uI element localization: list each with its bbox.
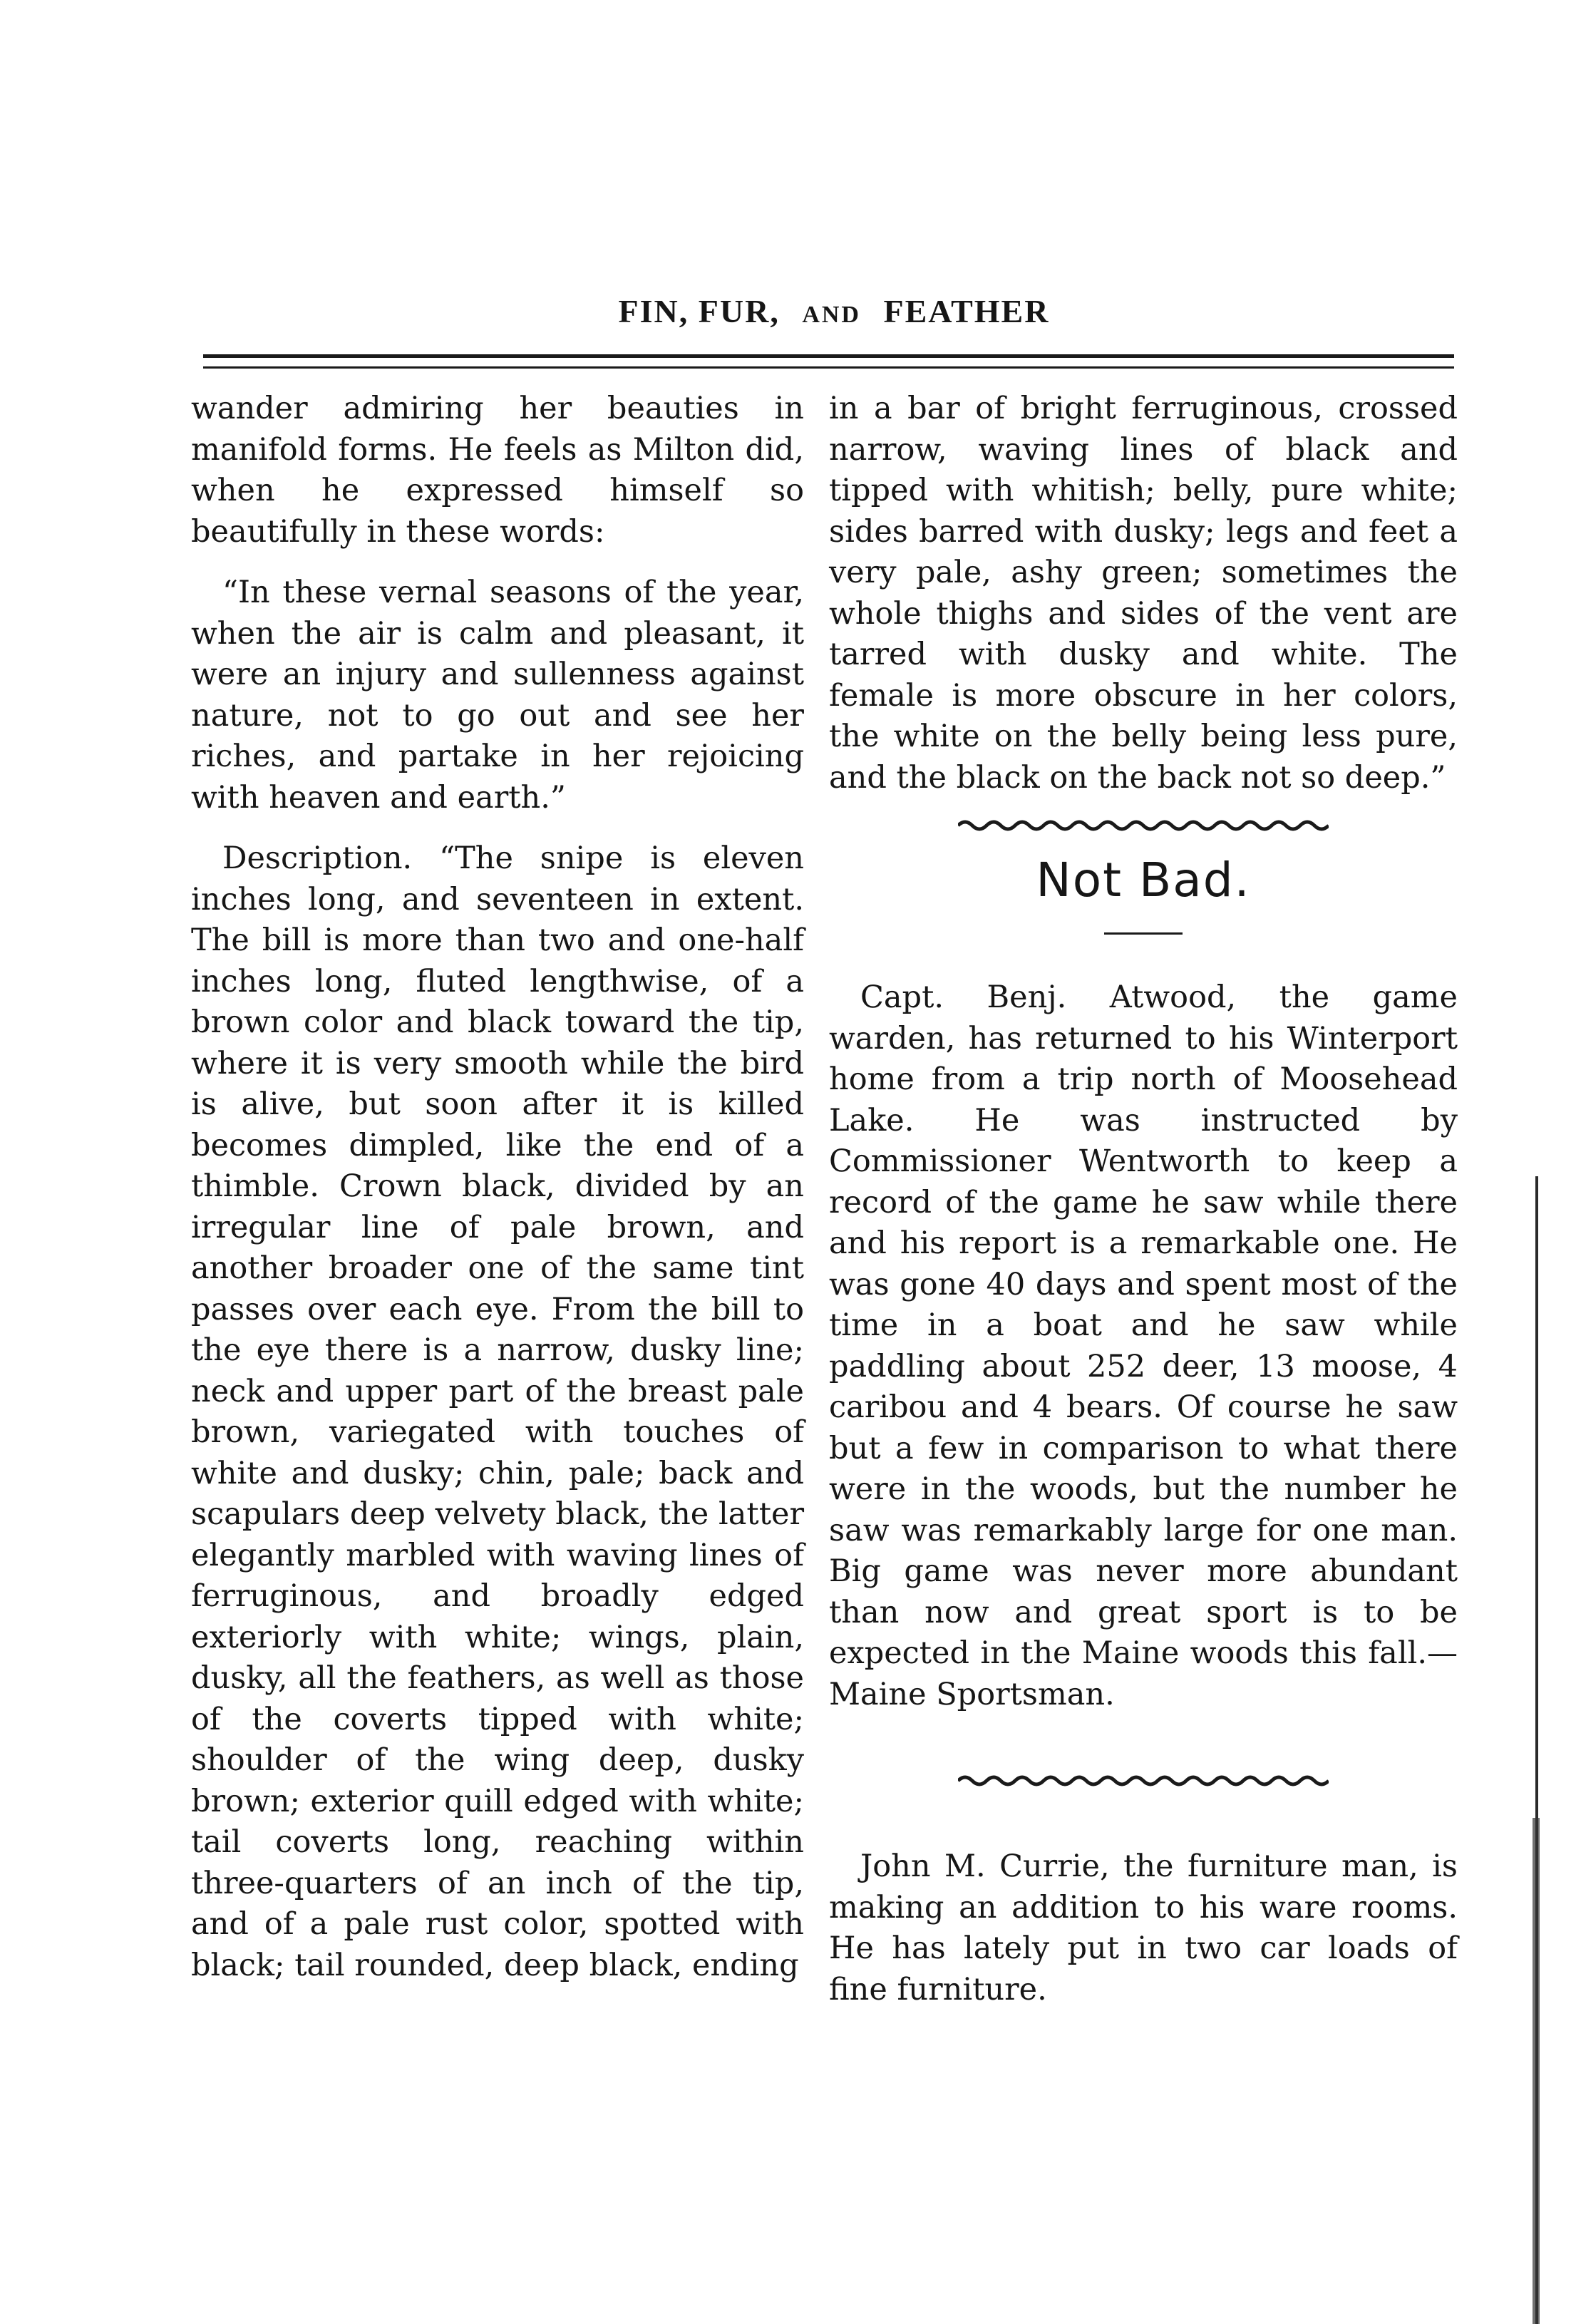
running-head-word-fur: FUR, (698, 293, 780, 329)
wavy-divider-bottom (958, 1772, 1329, 1789)
header-rule-thick (203, 354, 1454, 358)
header-rule-thin (203, 366, 1454, 369)
page-binding-edge (1533, 1176, 1542, 2324)
wavy-divider-top (958, 817, 1329, 834)
snipe-description: Description. “The snipe is eleven inches long, and seventeen in extent. The bill is more than two and one-half inches long, fluted lengthwise, of a brown color and black toward the tip, where it is very smooth while the bird is alive, but soon after it is killed becomes dimpled, like the end of a thimble. Crown black, divided by an irregular line of pale brown, and another broader one of the same tint passes over each eye. From the bill to the eye there is a narrow, dusky line; neck and upper part of the breast pale brown, variegated with touches of white and dusky; chin, pale; back and scapulars deep velvety black, the latter elegantly marbled with waving lines of ferruginous, and broadly edged exteriorly with white; wings, plain, dusky, all the feathers, as well as those of the coverts tipped with white; shoulder of the wing deep, dusky brown; exterior quill edged with white; tail coverts long, reaching within three-quarters of an inch of the tip, and of a pale rust color, spotted with black; tail rounded, deep black, ending (191, 840, 804, 1983)
article-heading: Not Bad. (1036, 853, 1251, 908)
running-head-word-and: AND (802, 302, 861, 328)
running-head-word-feather: FEATHER (883, 293, 1050, 329)
atwood-article: Capt. Benj. Atwood, the game warden, has returned to his Winterport home from a trip north of Moosehead Lake. He was instructed by Commissioner Wentworth to keep a record of the game he saw while there and his report is a remarkable one. He was gone 40 days and spent most of the time in a boat and he saw while paddling about 252 deer, 13 moose, 4 caribou and 4 bears. Of course he saw but a few in comparison to what there were in the woods, but the number he saw was remarkably large for one man. Big game was never more abundant than now and great sport is to be expected in the Maine woods this fall.—Maine Sportsman. (829, 980, 1458, 1712)
left-column (191, 389, 804, 1986)
intro-paragraph: wander admiring her beauties in manifold forms. He feels as Milton did, when he expressed himself so beautifully in these words: (191, 391, 804, 550)
right-column (829, 389, 1458, 2010)
heading-rule (1104, 932, 1183, 935)
milton-quote: “In these vernal seasons of the year, when the air is calm and pleasant, it were an injury and sullenness against nature, not to go out and see her riches, and partake in her rejoicing with heaven and earth.” (191, 575, 804, 816)
description-continuation: in a bar of bright ferruginous, crossed narrow, waving lines of black and tipped with whitish; belly, pure white; sides barred with dusky; legs and feet a very pale, ashy green; sometimes the whole thighs and sides of the vent are tarred with dusky and white. The female is more obscure in her colors, the white on the belly being less pure, and the black on the back not so deep.” (829, 391, 1458, 796)
currie-notice: John M. Currie, the furniture man, is making an addition to his ware rooms. He has lately put in two car loads of fine furniture. (829, 1849, 1458, 2007)
running-head (200, 292, 1468, 330)
running-head-word-fin: FIN, (618, 293, 689, 329)
